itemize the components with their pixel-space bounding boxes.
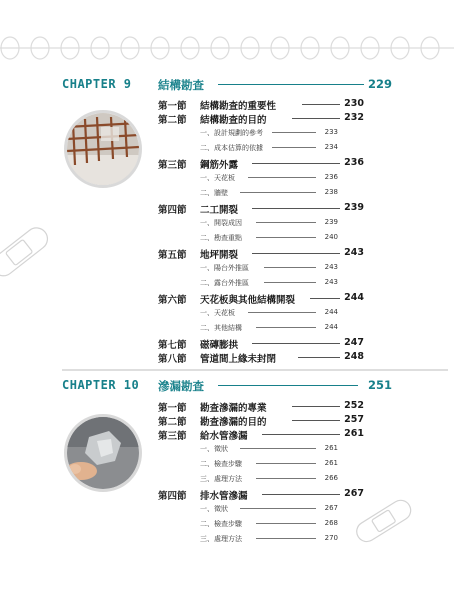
subsection-title: 一、設計規劃的參考 bbox=[200, 129, 263, 137]
leader-line bbox=[272, 132, 316, 133]
section-number: 第五節 bbox=[158, 250, 187, 261]
leader-line bbox=[256, 237, 316, 238]
section-number: 第六節 bbox=[158, 295, 187, 306]
leader-line bbox=[240, 192, 316, 193]
leader-line bbox=[256, 538, 316, 539]
section-page: 252 bbox=[344, 400, 364, 411]
leader-line bbox=[240, 448, 316, 449]
subsection-page: 244 bbox=[324, 308, 338, 316]
section-page: 243 bbox=[344, 247, 364, 258]
leader-line bbox=[292, 406, 340, 407]
toc-subsection[interactable] bbox=[200, 233, 338, 245]
toc-section[interactable] bbox=[158, 428, 364, 442]
leader-line bbox=[264, 282, 316, 283]
leader-line bbox=[256, 478, 316, 479]
leader-line bbox=[248, 177, 316, 178]
section-title: 勘查滲漏的目的 bbox=[200, 417, 267, 428]
chapter-title: 滲漏勘查 bbox=[158, 379, 204, 393]
toc-section[interactable] bbox=[158, 292, 364, 306]
subsection-title: 二、勘查重點 bbox=[200, 234, 242, 242]
toc-section[interactable] bbox=[158, 112, 364, 126]
section-page: 239 bbox=[344, 202, 364, 213]
leader-line bbox=[252, 208, 340, 209]
leader-line bbox=[264, 267, 316, 268]
section-title: 結構勘查的重要性 bbox=[200, 101, 277, 112]
section-number: 第一節 bbox=[158, 403, 187, 414]
leader-line bbox=[310, 298, 340, 299]
toc-subsection[interactable] bbox=[200, 128, 338, 140]
section-page: 261 bbox=[344, 428, 364, 439]
subsection-page: 244 bbox=[324, 323, 338, 331]
section-number: 第一節 bbox=[158, 101, 187, 112]
subsection-page: 240 bbox=[324, 233, 338, 241]
bandage-ornament-right bbox=[353, 497, 414, 546]
section-title: 排水管滲漏 bbox=[200, 491, 248, 502]
toc-subsection[interactable] bbox=[200, 218, 338, 230]
section-title: 勘查滲漏的專業 bbox=[200, 403, 267, 414]
toc-subsection[interactable] bbox=[200, 534, 338, 546]
toc-subsection[interactable] bbox=[200, 323, 338, 335]
bandage-ornament-left bbox=[0, 223, 52, 280]
subsection-page: 236 bbox=[324, 173, 338, 181]
subsection-page: 261 bbox=[324, 444, 338, 452]
section-title: 二工開裂 bbox=[200, 205, 239, 216]
toc-subsection[interactable] bbox=[200, 188, 338, 200]
section-page: 247 bbox=[344, 337, 364, 348]
subsection-page: 243 bbox=[324, 263, 338, 271]
toc-subsection[interactable] bbox=[200, 278, 338, 290]
section-title: 給水管滲漏 bbox=[200, 431, 248, 442]
leader-line bbox=[252, 253, 340, 254]
toc-subsection[interactable] bbox=[200, 173, 338, 185]
chapter-9-photo bbox=[64, 110, 142, 188]
section-number: 第二節 bbox=[158, 417, 187, 428]
top-chain-ornament bbox=[0, 37, 454, 59]
toc-subsection[interactable] bbox=[200, 263, 338, 275]
section-page: 267 bbox=[344, 488, 364, 499]
subsection-page: 268 bbox=[324, 519, 338, 527]
section-number: 第八節 bbox=[158, 354, 187, 365]
toc-section[interactable] bbox=[158, 488, 364, 502]
leader-line bbox=[218, 385, 358, 386]
section-number: 第四節 bbox=[158, 491, 187, 502]
subsection-page: 234 bbox=[324, 143, 338, 151]
toc-section[interactable] bbox=[158, 247, 364, 261]
subsection-page: 238 bbox=[324, 188, 338, 196]
toc-section[interactable] bbox=[158, 400, 364, 414]
chapter-label: CHAPTER 10 bbox=[62, 378, 140, 392]
subsection-title: 二、成本估算的依據 bbox=[200, 144, 263, 152]
section-title: 管道間上緣未封閉 bbox=[200, 354, 277, 365]
toc-subsection[interactable] bbox=[200, 474, 338, 486]
section-title: 地坪開裂 bbox=[200, 250, 239, 261]
subsection-page: 239 bbox=[324, 218, 338, 226]
leader-line bbox=[292, 118, 340, 119]
leader-line bbox=[302, 104, 340, 105]
chapter-title: 結構勘查 bbox=[158, 78, 204, 92]
subsection-title: 一、開裂成因 bbox=[200, 219, 242, 227]
leader-line bbox=[256, 327, 316, 328]
section-page: 236 bbox=[344, 157, 364, 168]
toc-section[interactable] bbox=[158, 351, 364, 365]
leader-line bbox=[256, 222, 316, 223]
toc-section[interactable] bbox=[158, 202, 364, 216]
toc-subsection[interactable] bbox=[200, 459, 338, 471]
leader-line bbox=[262, 434, 340, 435]
section-title: 結構勘查的目的 bbox=[200, 115, 267, 126]
subsection-title: 二、牆壁 bbox=[200, 189, 228, 197]
toc-subsection[interactable] bbox=[200, 504, 338, 516]
subsection-title: 二、露台外推區 bbox=[200, 279, 249, 287]
leader-line bbox=[256, 523, 316, 524]
leader-line bbox=[272, 147, 316, 148]
toc-subsection[interactable] bbox=[200, 519, 338, 531]
subsection-title: 一、徵狀 bbox=[200, 505, 228, 513]
subsection-title: 一、徵狀 bbox=[200, 445, 228, 453]
leader-line bbox=[262, 494, 340, 495]
subsection-title: 三、處理方法 bbox=[200, 535, 242, 543]
subsection-page: 261 bbox=[324, 459, 338, 467]
leader-line bbox=[218, 84, 364, 85]
section-page: 257 bbox=[344, 414, 364, 425]
section-number: 第三節 bbox=[158, 160, 187, 171]
leader-line bbox=[240, 508, 316, 509]
subsection-page: 266 bbox=[324, 474, 338, 482]
subsection-page: 233 bbox=[324, 128, 338, 136]
section-number: 第三節 bbox=[158, 431, 187, 442]
subsection-title: 一、天花板 bbox=[200, 174, 235, 182]
chapter-9-header[interactable] bbox=[62, 77, 392, 95]
subsection-title: 二、檢查步驟 bbox=[200, 460, 242, 468]
subsection-page: 243 bbox=[324, 278, 338, 286]
toc-subsection[interactable] bbox=[200, 444, 338, 456]
section-number: 第二節 bbox=[158, 115, 187, 126]
subsection-title: 二、檢查步驟 bbox=[200, 520, 242, 528]
chapter-page: 251 bbox=[367, 378, 392, 392]
leader-line bbox=[248, 312, 316, 313]
subsection-title: 一、陽台外推區 bbox=[200, 264, 249, 272]
section-number: 第四節 bbox=[158, 205, 187, 216]
section-page: 232 bbox=[344, 112, 364, 123]
leader-line bbox=[292, 420, 340, 421]
leader-line bbox=[252, 163, 340, 164]
toc-section[interactable] bbox=[158, 414, 364, 428]
subsection-title: 一、天花板 bbox=[200, 309, 235, 317]
toc-section[interactable] bbox=[158, 98, 364, 112]
section-page: 230 bbox=[344, 98, 364, 109]
section-title: 磁磚膨拱 bbox=[200, 340, 239, 351]
toc-subsection[interactable] bbox=[200, 143, 338, 155]
leader-line bbox=[252, 343, 340, 344]
section-title: 鋼筋外露 bbox=[200, 160, 239, 171]
subsection-page: 267 bbox=[324, 504, 338, 512]
subsection-title: 三、處理方法 bbox=[200, 475, 242, 483]
toc-section[interactable] bbox=[158, 157, 364, 171]
subsection-title: 二、其他結構 bbox=[200, 324, 242, 332]
section-title: 天花板與其他結構開裂 bbox=[200, 295, 296, 306]
section-page: 248 bbox=[344, 351, 364, 362]
chapter-10-photo bbox=[64, 414, 142, 492]
toc-section[interactable] bbox=[158, 337, 364, 351]
chapter-page: 229 bbox=[367, 77, 392, 91]
section-number: 第七節 bbox=[158, 340, 187, 351]
leader-line bbox=[298, 357, 340, 358]
toc-subsection[interactable] bbox=[200, 308, 338, 320]
section-page: 244 bbox=[344, 292, 364, 303]
chapter-10-header[interactable] bbox=[62, 378, 392, 396]
leader-line bbox=[256, 463, 316, 464]
subsection-page: 270 bbox=[324, 534, 338, 542]
chapter-label: CHAPTER 9 bbox=[62, 77, 132, 91]
